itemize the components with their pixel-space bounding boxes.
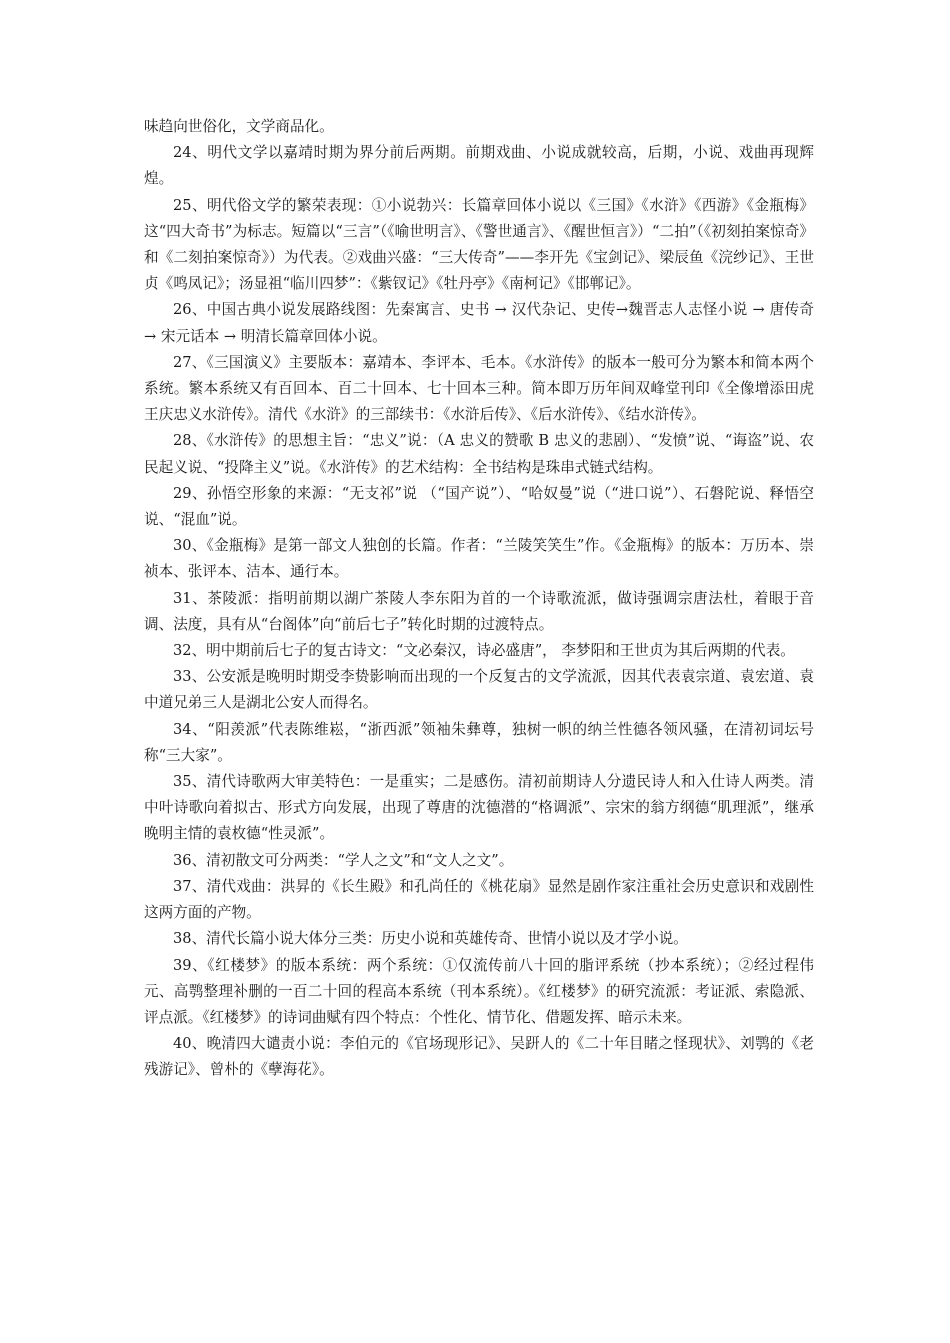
paragraph-30: 30、《金瓶梅》是第一部文人独创的长篇。作者：“兰陵笑笑生”作。《金瓶梅》的版本：万历本、崇祯本、张评本、洁本、通行本。: [144, 537, 814, 581]
paragraph-38: 38、清代长篇小说大体分三类：历史小说和英雄传奇、世情小说以及才学小说。: [173, 930, 688, 948]
paragraph-25: 25、明代俗文学的繁荣表现：①小说勃兴：长篇章回体小说以《三国》《水浒》《西游》《金瓶梅》这“四大奇书”为标志。短篇以“三言”（《喻世明言》、《警世通言》、《醒世恒言》）“二拍”（《初刻拍案惊奇》和《二刻拍案惊奇》）为代表。②戏曲兴盛：“三大传奇”——李开先《宝剑记》、梁辰鱼《浣纱记》、王世贞《鸣凤记》；汤显祖“临川四梦”：《紫钗记》《牡丹亭》《南柯记》《邯郸记》。: [144, 196, 814, 293]
paragraph-24: 24、明代文学以嘉靖时期为界分前后两期。前期戏曲、小说成就较高，后期，小说、戏曲再现辉煌。: [144, 144, 814, 188]
document-body: [144, 114, 814, 1084]
paragraph-continuation: 味趋向世俗化，文学商品化。: [144, 118, 334, 135]
paragraph-36: 36、清初散文可分两类：“学人之文”和“文人之文”。: [173, 851, 514, 869]
paragraph-35: 35、清代诗歌两大审美特色：一是重实；二是感伤。清初前期诗人分遗民诗人和入仕诗人两类。清中叶诗歌向着拟古、形式方向发展，出现了尊唐的沈德潜的“格调派”、宗宋的翁方纲德“肌理派”，继承晚明主情的袁枚德“性灵派”。: [144, 773, 814, 843]
paragraph-34: 34、“阳羡派”代表陈维崧，“浙西派”领袖朱彝尊，独树一帜的纳兰性德各领风骚，在清初词坛号称“三大家”。: [144, 720, 814, 764]
paragraph-32: 32、明中期前后七子的复古诗文：“文必秦汉，诗必盛唐”， 李梦阳和王世贞为其后两期的代表。: [173, 642, 795, 660]
paragraph-37: 37、清代戏曲：洪昇的《长生殿》和孔尚任的《桃花扇》显然是剧作家注重社会历史意识和戏剧性这两方面的产物。: [144, 877, 814, 922]
paragraph-33: 33、公安派是晚明时期受李贽影响而出现的一个反复古的文学流派，因其代表袁宗道、袁宏道、袁中道兄弟三人是湖北公安人而得名。: [144, 668, 814, 712]
paragraph-27: 27、《三国演义》主要版本：嘉靖本、李评本、毛本。《水浒传》的版本一般可分为繁本和简本两个系统。繁本系统又有百回本、百二十回本、七十回本三种。简本即万历年间双峰堂刊印《全像增添田虎王庆忠义水浒传》。清代《水浒》的三部续书：《水浒后传》、《后水浒传》、《结水浒传》。: [144, 353, 814, 424]
paragraph-39: 39、《红楼梦》的版本系统：两个系统：①仅流传前八十回的脂评系统（抄本系统）；②经过程伟元、高鹗整理补删的一百二十回的程高本系统（刊本系统）。《红楼梦》的研究流派：考证派、索隐派、评点派。《红楼梦》的诗词曲赋有四个特点：个性化、情节化、借题发挥、暗示未来。: [144, 956, 814, 1026]
paragraph-26: 26、中国古典小说发展路线图：先秦寓言、史书 → 汉代杂记、史传→魏晋志人志怪小说 → 唐传奇 → 宋元话本 → 明清长篇章回体小说。: [144, 301, 814, 345]
paragraph-40: 40、晚清四大谴责小说：李伯元的《官场现形记》、吴趼人的《二十年目睹之怪现状》、刘鹗的《老残游记》、曾朴的《孽海花》。: [144, 1035, 814, 1079]
paragraph-28: 28、《水浒传》的思想主旨：“忠义”说：（A 忠义的赞歌 B 忠义的悲剧）、“发愤”说、“诲盗”说、农民起义说、“投降主义”说。《水浒传》的艺术结构：全书结构是珠串式链式结构。: [144, 432, 814, 476]
paragraph-29: 29、孙悟空形象的来源：“无支祁”说 （“国产说”）、“哈奴曼”说（“进口说”）、石磐陀说、释悟空说、“混血”说。: [144, 484, 814, 529]
paragraph-31: 31、茶陵派：指明前期以湖广茶陵人李东阳为首的一个诗歌流派，做诗强调宗唐法杜，着眼于音调、法度，具有从“台阁体”向“前后七子”转化时期的过渡特点。: [144, 589, 814, 633]
